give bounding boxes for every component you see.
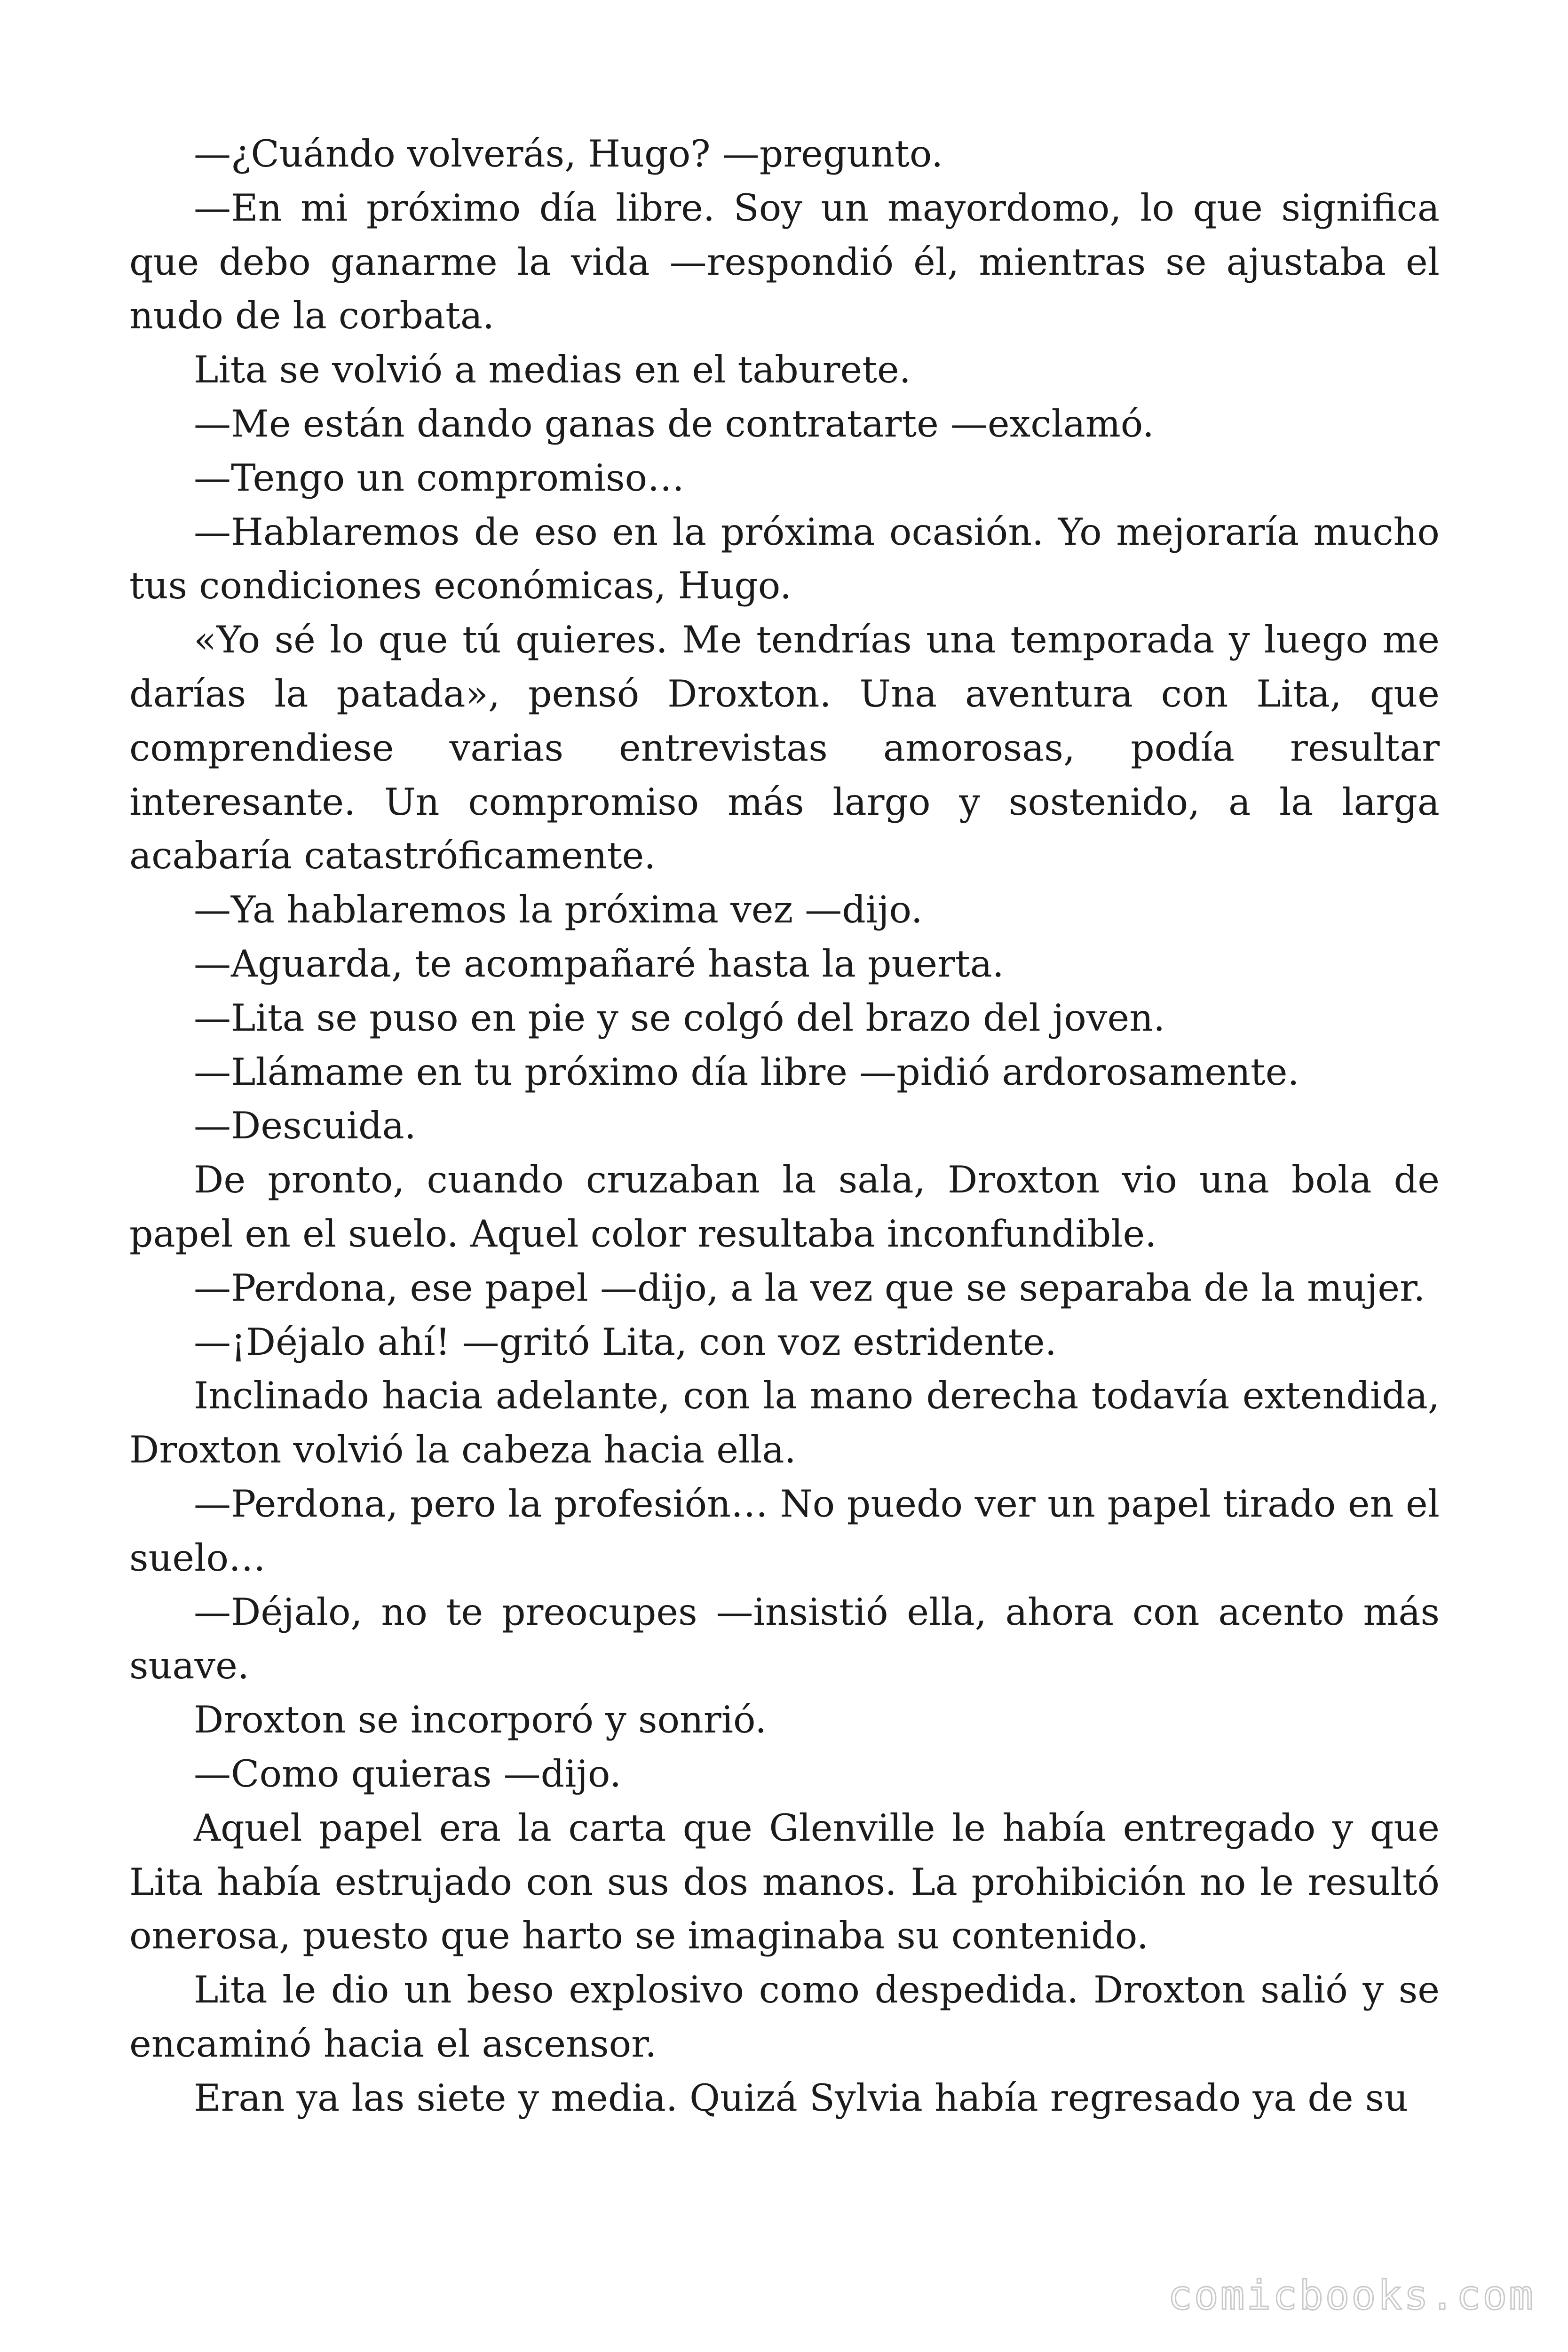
paragraph: —Ya hablaremos la próxima vez —dijo. [194,888,923,932]
site-watermark: comicbooks.com [1168,2272,1535,2319]
paragraph: —Aguarda, te acompañaré hasta la puerta. [194,942,1004,985]
paragraph: —Hablaremos de eso en la próxima ocasión. Yo mejoraría mucho tus condiciones económicas, Hugo. [129,510,1440,608]
paragraph: —En mi próximo día libre. Soy un mayordomo, lo que significa que debo ganarme la vida —respondió él, mientras se ajustaba el nudo de la corbata. [129,186,1440,338]
paragraph: —¿Cuándo volverás, Hugo? —pregunto. [194,132,943,175]
paragraph: —Déjalo, no te preocupes —insistió ella, ahora con acento más suave. [129,1590,1440,1688]
paragraph: Eran ya las siete y media. Quizá Sylvia había regresado ya de su [194,2076,1409,2120]
paragraph: Aquel papel era la carta que Glenville le había entregado y que Lita había estrujado con sus dos manos. La prohibición no le resultó onerosa, puesto que harto se imaginaba su contenido. [129,1806,1440,1958]
paragraph: Lita le dio un beso explosivo como despedida. Droxton salió y se encaminó hacia el ascensor. [129,1968,1440,2066]
paragraph: —Me están dando ganas de contratarte —exclamó. [194,402,1155,445]
paragraph: —Perdona, ese papel —dijo, a la vez que se separaba de la mujer. [194,1266,1425,1310]
paragraph: —Perdona, pero la profesión… No puedo ver un papel tirado en el suelo… [129,1482,1440,1580]
paragraph: Lita se volvió a medias en el taburete. [194,348,911,392]
paragraph: Inclinado hacia adelante, con la mano derecha todavía extendida, Droxton volvió la cabeza hacia ella. [129,1374,1440,1472]
paragraph: —Como quieras —dijo. [194,1752,622,1796]
paragraph: —Descuida. [194,1104,416,1148]
paragraph: «Yo sé lo que tú quieres. Me tendrías una temporada y luego me darías la patada», pensó Droxton. Una aventura con Lita, que comprendiese varias entrevistas amorosas, podía resultar interesante. Un compromiso más largo y sostenido, a la larga acabaría catastróficamente. [129,618,1440,878]
paragraph: De pronto, cuando cruzaban la sala, Droxton vio una bola de papel en el suelo. Aquel color resultaba inconfundible. [129,1158,1440,1255]
paragraph: —Llámame en tu próximo día libre —pidió ardorosamente. [194,1050,1299,1094]
paragraph: —Lita se puso en pie y se colgó del brazo del joven. [194,996,1165,1040]
paragraph: Droxton se incorporó y sonrió. [194,1698,767,1742]
body-text [129,127,1440,2125]
paragraph: —¡Déjalo ahí! —gritó Lita, con voz estridente. [194,1320,1057,1364]
paragraph: —Tengo un compromiso… [194,456,685,500]
